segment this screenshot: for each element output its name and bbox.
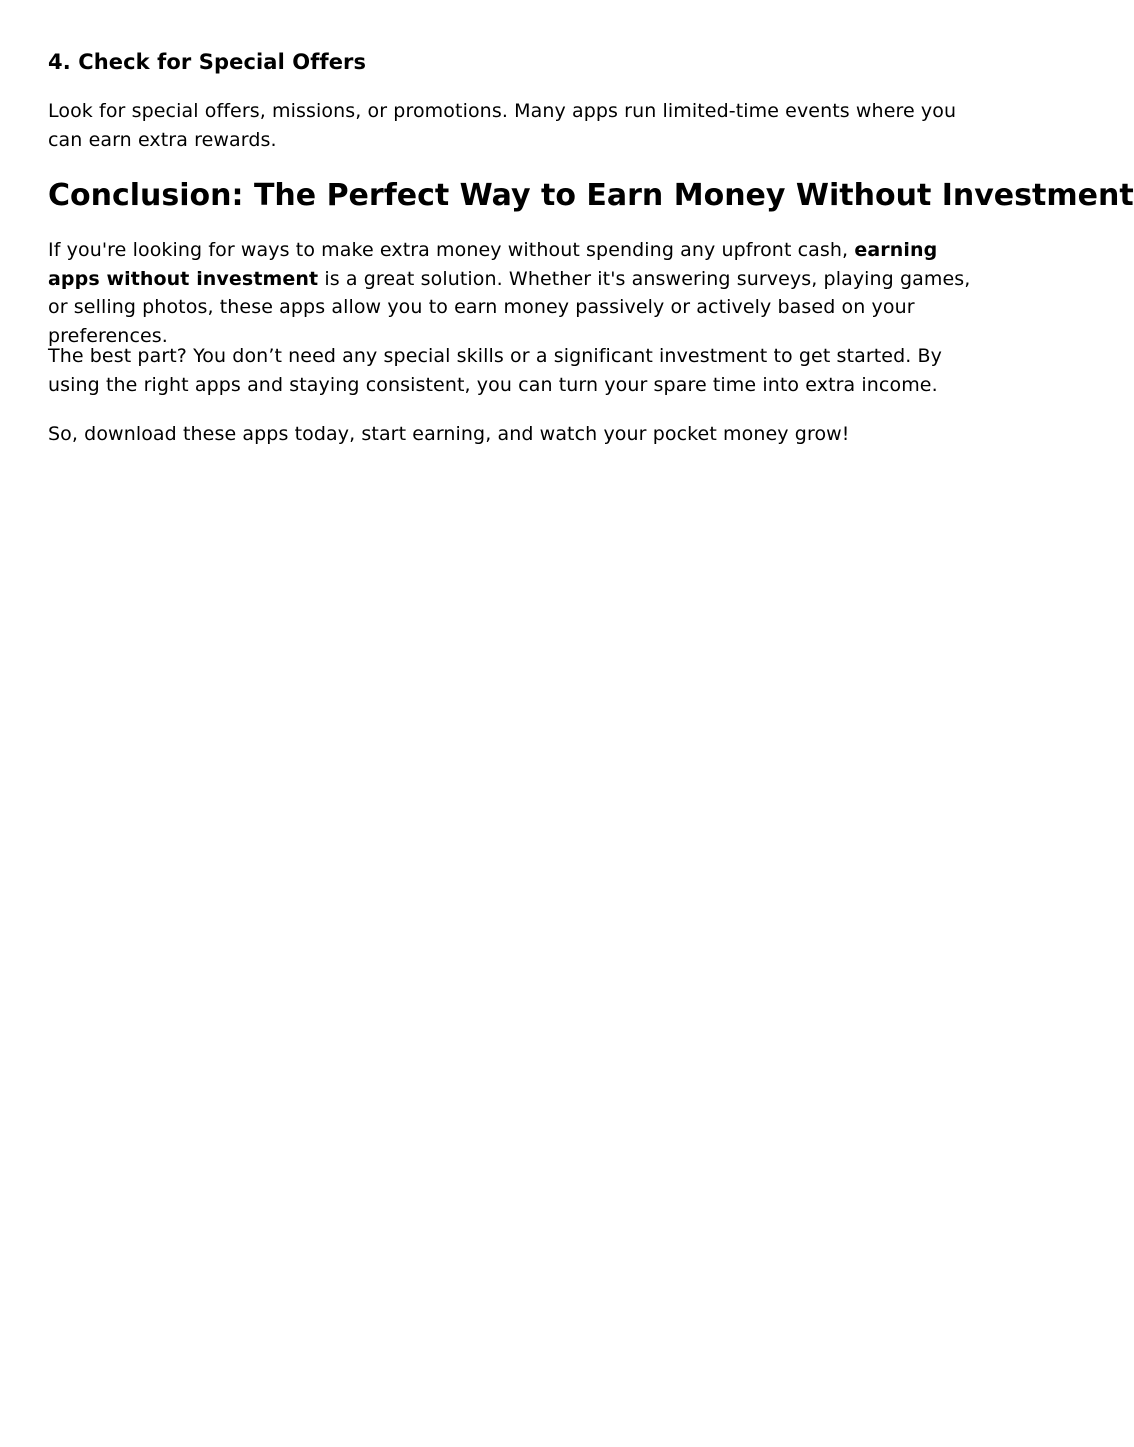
conclusion-paragraph-3: So, download these apps today, start earning, and watch your pocket money grow! <box>48 423 850 445</box>
conclusion-paragraph-1-bold: earning apps without investment <box>48 239 938 290</box>
conclusion-paragraph-1 <box>48 236 976 350</box>
conclusion-paragraph-2: The best part? You don’t need any special skills or a significant investment to get started. By using the right apps and staying consistent, you can turn your spare time into extra income. <box>48 345 943 396</box>
conclusion-paragraph-1-rest: is a great solution. Whether it's answering surveys, playing games, or selling photos, these apps allow you to earn money passively or actively based on your preferences. <box>48 267 971 347</box>
section-heading: 4. Check for Special Offers <box>48 50 367 74</box>
conclusion-heading: Conclusion: The Perfect Way to Earn Money Without Investment <box>48 178 1134 213</box>
conclusion-paragraph-1-intro: If you're looking for ways to make extra money without spending any upfront cash, <box>48 239 855 261</box>
section-paragraph: Look for special offers, missions, or promotions. Many apps run limited-time events where you can earn extra rewards. <box>48 100 957 151</box>
